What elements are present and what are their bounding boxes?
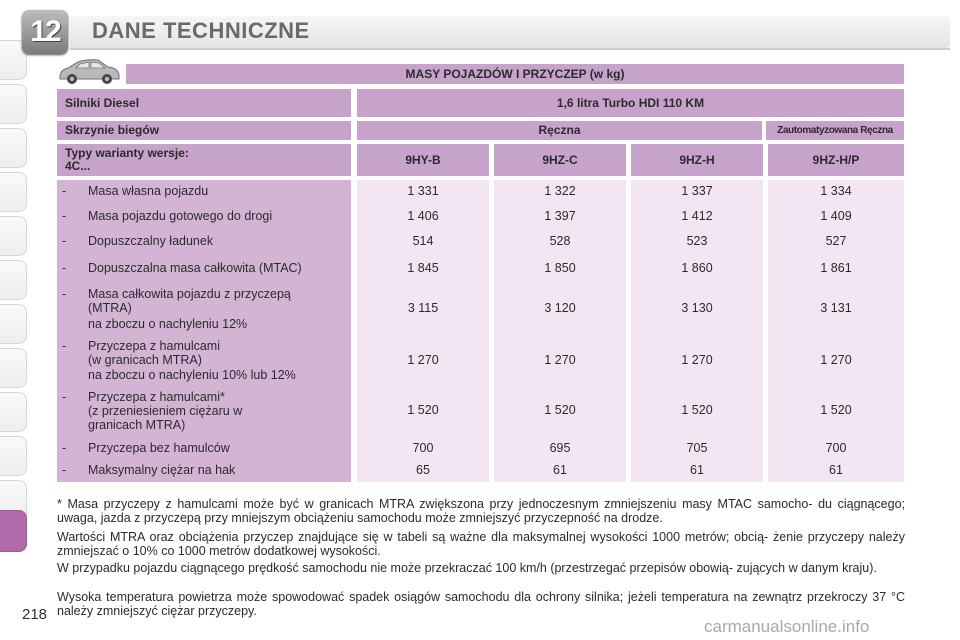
chapter-tab[interactable] [0,348,27,388]
data-column [631,180,763,482]
gearbox-manual: Ręczna [357,121,762,140]
version-header: 9HY-B [357,144,489,176]
table-title: MASY POJAZDÓW I PRZYCZEP (w kg) [126,64,904,84]
row-value: 1 520 [820,403,852,417]
row-value: 1 322 [544,184,576,198]
row-value: 1 331 [407,184,439,198]
chapter-tab[interactable] [0,304,27,344]
page-number: 218 [22,606,48,623]
row-value: 61 [690,463,704,477]
version-header: 9HZ-C [494,144,626,176]
row-dash: - [62,287,67,301]
row-value: 700 [412,441,434,455]
row-dash: - [62,339,67,353]
footnote: * Masa przyczepy z hamulcami może być w granicach MTRA zwiększona przy jednoczesnym zmniejszeniu masy MTAC samocho- du ciągnącego; uwaga, jazda z przyczepą przy mniejszym obciążeniu samochodu może zmniejszyć przyczepność na drodze. [57,497,905,525]
row-value: 61 [829,463,843,477]
version-header: 9HZ-H/P [768,144,904,176]
paragraph: Wysoka temperatura powietrza może spowodować spadek osiągów samochodu dla ochrony silnika; jeżeli temperatura na zewnątrz przekroczy 37 °C należy zmniejszyć ciężar przyczepy. [57,590,905,618]
row-value: 1 409 [820,209,852,223]
row-value: 528 [549,234,571,248]
row-value: 1 861 [820,261,852,275]
chapter-tabs [0,40,30,600]
row-value: 1 520 [681,403,713,417]
row-label: Dopuszczalny ładunek [88,234,214,248]
row-labels-column [57,180,351,482]
row-value: 3 115 [407,301,439,315]
row-value: 1 270 [544,353,576,367]
data-column [357,180,489,482]
row-sublabel: na zboczu o nachyleniu 12% [88,317,248,331]
row-label: Dopuszczalna masa całkowita (MTAC) [88,261,302,275]
row-value: 1 334 [820,184,852,198]
page-title: DANE TECHNICZNE [92,18,310,43]
row-value: 61 [553,463,567,477]
row-value: 700 [825,441,847,455]
row-value: 65 [416,463,430,477]
row-value: 527 [825,234,847,248]
chapter-tab[interactable] [0,84,27,124]
row-value: 1 406 [407,209,439,223]
row-label: Przyczepa bez hamulców [88,441,230,455]
gearbox-auto: Zautomatyzowana Ręczna [766,121,904,140]
header-divider [70,48,950,50]
row-dash: - [62,441,67,455]
types-label: Typy warianty wersje: 4C... [57,144,351,176]
row-value: 3 130 [681,301,713,315]
row-value: 523 [686,234,708,248]
row-value: 1 520 [544,403,576,417]
row-value: 514 [412,234,434,248]
data-column [494,180,626,482]
row-label: Masa pojazdu gotowego do drogi [88,209,273,223]
row-value: 1 270 [681,353,713,367]
engine-value: 1,6 litra Turbo HDI 110 KM [357,89,904,117]
row-value: 1 412 [681,209,713,223]
row-value: 1 270 [820,353,852,367]
row-value: 1 337 [681,184,713,198]
chapter-tab[interactable] [0,172,27,212]
version-header: 9HZ-H [631,144,763,176]
row-value: 3 120 [544,301,576,315]
chapter-tab[interactable] [0,260,27,300]
engine-label: Silniki Diesel [57,89,351,117]
row-label: Masa własna pojazdu [88,184,209,198]
chapter-tab[interactable] [0,216,27,256]
row-dash: - [62,390,67,404]
row-label: Przyczepa z hamulcami (w granicach MTRA) [88,339,220,367]
row-label: Przyczepa z hamulcami* (z przeniesieniem ciężaru w granicach MTRA) [88,390,243,432]
row-dash: - [62,234,67,248]
chapter-tab[interactable] [0,436,27,476]
chapter-tab-active[interactable] [0,510,27,552]
chapter-number: 12 [30,15,60,48]
row-value: 1 397 [544,209,576,223]
row-value: 3 131 [820,301,852,315]
data-column [768,180,904,482]
row-value: 1 270 [407,353,439,367]
row-label: Maksymalny ciężar na hak [88,463,236,477]
paragraph: W przypadku pojazdu ciągnącego prędkość samochodu nie może przekraczać 100 km/h (przestrzegać przepisów obowią- zujących w danym kraju). [57,561,877,575]
row-dash: - [62,184,67,198]
row-sublabel: na zboczu o nachyleniu 10% lub 12% [88,368,296,382]
paragraph: Wartości MTRA oraz obciążenia przyczep znajdujące się w tabeli są ważne dla maksymalnej wysokości 1000 metrów; obcią- żenie przyczepy należy zmniejszać o 10% co 1000 metrów dodatkowej wysokości. [57,530,905,558]
row-value: 1 845 [407,261,439,275]
row-value: 1 860 [681,261,713,275]
chapter-tab[interactable] [0,128,27,168]
chapter-tab[interactable] [0,392,27,432]
row-value: 695 [549,441,571,455]
row-dash: - [62,209,67,223]
row-label: Masa całkowita pojazdu z przyczepą (MTRA) [88,287,291,315]
watermark: carmanualsonline.info [704,617,870,636]
row-value: 1 850 [544,261,576,275]
gearbox-label: Skrzynie biegów [57,121,351,140]
chapter-badge [22,10,68,54]
row-value: 1 520 [407,403,439,417]
row-dash: - [62,261,67,275]
car-icon [56,57,122,85]
row-value: 705 [686,441,708,455]
row-dash: - [62,463,67,477]
